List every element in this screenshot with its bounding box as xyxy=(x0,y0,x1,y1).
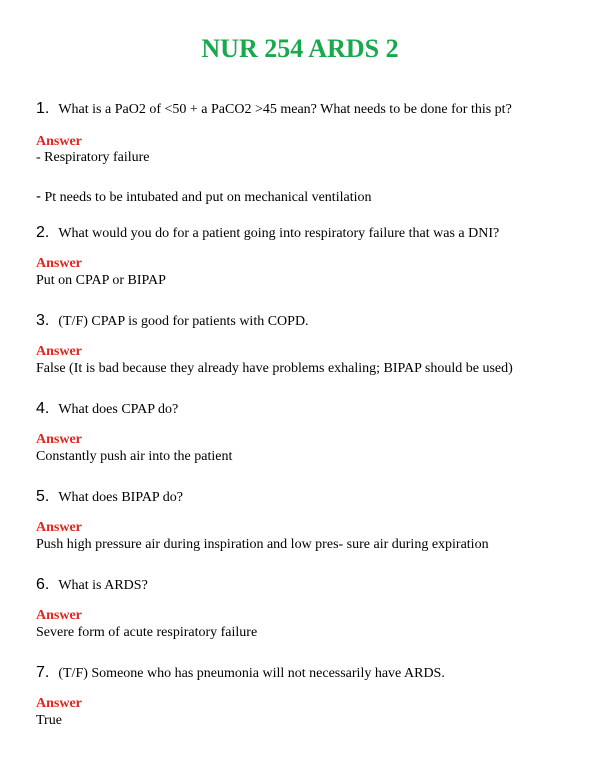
question-text: What does CPAP do? xyxy=(58,402,179,417)
answer-text: False (It is bad because they already have problems exhaling; BIPAP should be used) xyxy=(36,361,513,376)
question-number: 6. xyxy=(36,576,50,593)
question-number: 4. xyxy=(36,400,50,417)
question-text: (T/F) CPAP is good for patients with COPD. xyxy=(58,314,309,329)
question-text: What would you do for a patient going into respiratory failure that was a DNI? xyxy=(58,226,500,241)
question-3 xyxy=(36,312,309,330)
answer-label: Answer xyxy=(36,256,82,271)
answer-extra-text: Pt needs to be intubated and put on mechanical ventilation xyxy=(41,190,372,205)
question-2 xyxy=(36,224,499,242)
question-text: What is a PaO2 of <50 + a PaCO2 >45 mean? What needs to be done for this pt? xyxy=(58,102,512,117)
question-text: What does BIPAP do? xyxy=(58,490,183,505)
question-text: What is ARDS? xyxy=(58,578,148,593)
page-title: NUR 254 ARDS 2 xyxy=(201,34,399,63)
answer-label: Answer xyxy=(36,520,82,535)
answer-text: Severe form of acute respiratory failure xyxy=(36,625,258,640)
answer-label: Answer xyxy=(36,608,82,623)
question-5 xyxy=(36,488,183,506)
question-number: 2. xyxy=(36,224,50,241)
answer-extra-line xyxy=(36,188,371,206)
question-number: 7. xyxy=(36,664,50,681)
question-number: 3. xyxy=(36,312,50,329)
question-6 xyxy=(36,576,148,594)
answer-label: Answer xyxy=(36,696,82,711)
bullet-dash: - xyxy=(36,188,41,205)
question-4 xyxy=(36,400,178,418)
answer-label: Answer xyxy=(36,344,82,359)
answer-text: True xyxy=(36,713,62,728)
question-number: 1. xyxy=(36,100,50,117)
answer-text: Put on CPAP or BIPAP xyxy=(36,273,166,288)
answer-label: Answer xyxy=(36,432,82,447)
question-number: 5. xyxy=(36,488,50,505)
answer-text: - Respiratory failure xyxy=(36,150,150,165)
question-text: (T/F) Someone who has pneumonia will not necessarily have ARDS. xyxy=(58,666,445,681)
question-7 xyxy=(36,664,445,682)
answer-text: Push high pressure air during inspiration and low pres- sure air during expiration xyxy=(36,537,489,552)
answer-text: Constantly push air into the patient xyxy=(36,449,233,464)
question-1 xyxy=(36,100,512,118)
answer-label: Answer xyxy=(36,134,82,149)
